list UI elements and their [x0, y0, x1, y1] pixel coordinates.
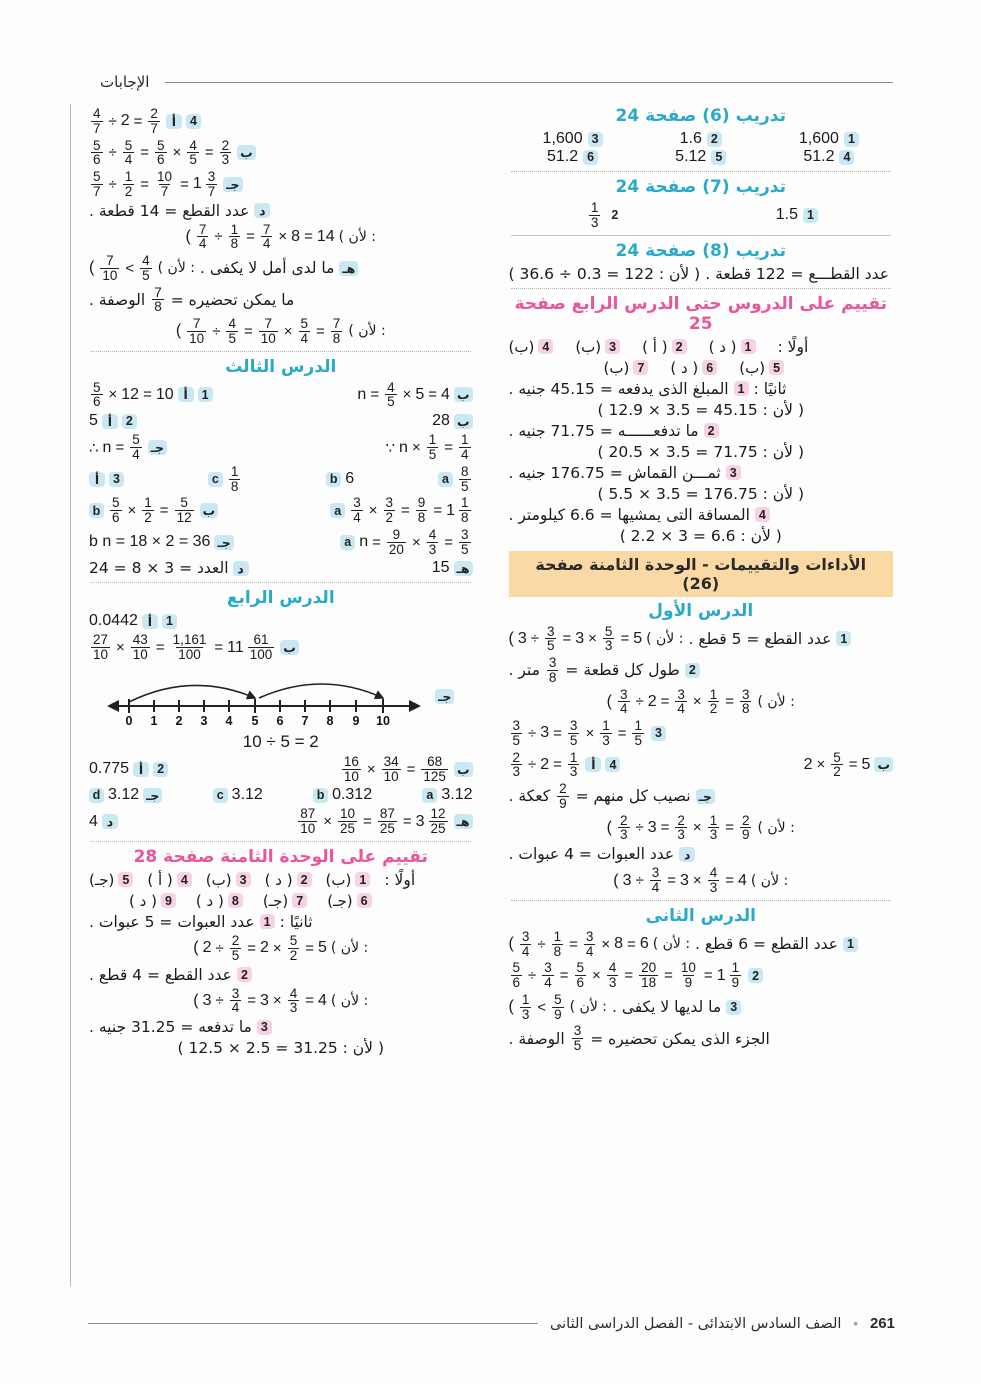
left-column [70, 104, 491, 1286]
lesson1-item-3: 3 $\frac{3}{5}$ ÷ 3 = $\frac{3}{5}$ × $\frac{1}{3}$ = $\frac{1}{5}$ [509, 719, 894, 748]
separator [511, 171, 892, 172]
lesson3-2a [89, 412, 137, 430]
lesson3-item-3: a $\frac{8}{5}$ b 6 c $\frac{1}{8}$ أ 3 [89, 465, 473, 494]
option-value: b n = 18 × 2 = 36 [89, 533, 211, 551]
q-answer: (جـ) [262, 891, 289, 910]
heading-unit8-assessments: الأداءات والتقييمات - الوحدة الثامنة صفحة (26) [509, 551, 894, 597]
q-answer: (ب) [508, 337, 535, 356]
q-number: 2 [672, 339, 687, 354]
sub-label: د [102, 814, 118, 829]
sub-label: أ [166, 114, 182, 129]
sub-label: أ [89, 472, 105, 487]
separator [91, 582, 471, 583]
answer-reason: ( لأن : 71.75 = 3.5 × 20.5 ) [597, 442, 804, 461]
answer-reason: ( لأن : 6.6 = 3 × 2.2 ) [619, 526, 782, 545]
q-number: 3 [605, 339, 620, 354]
option-value: 6 [345, 470, 355, 488]
sub-label: أ [142, 614, 158, 629]
svg-text:5: 5 [251, 713, 259, 728]
sub-label: ب [874, 757, 893, 772]
cont-item-4c: $\frac{5}{7}$ ÷ $\frac{1}{2}$ = $\frac{10}{7}$ = 1 $\frac{3}{7}$ جـ [89, 170, 473, 199]
fraction: $\frac{3}{5}$ [573, 1023, 582, 1054]
answer-text: ما يمكن تحضيره = [170, 290, 295, 309]
sub-label: ب [200, 503, 219, 518]
q-number: 5 [118, 872, 133, 887]
lesson2-item-2: 2 $\frac{5}{6}$ ÷ $\frac{3}{4}$ = $\frac{5}{6}$ × $\frac{4}{3}$ = $\frac{20}{18}$ = $\frac{10}{9}$ = 1 $\frac{1}{9}$ [509, 961, 894, 990]
number-line-diagram [107, 666, 427, 728]
lesson2-item-1 [509, 930, 894, 959]
q-number: 2 [122, 414, 137, 429]
heading-taqyeem-25: تقييم على الدروس حتى الدرس الرابع صفحة 25 [514, 293, 887, 334]
sub-label: د [254, 203, 270, 218]
two-column-body [70, 104, 911, 1286]
sub-label: ب [280, 640, 299, 655]
lesson4-item-1b: $\frac{27}{10}$ × $\frac{43}{10}$ = $\frac{1,161}{100}$ = 11 $\frac{61}{100}$ ب [89, 633, 473, 662]
separator [91, 841, 471, 842]
page-number: 261 [869, 1315, 895, 1332]
reason-expression: ( $\frac{3}{4}$ ÷ $\frac{1}{8}$ = $\frac{3}{4}$ × 8 = 6 : لأن ) [508, 928, 691, 959]
lesson1-4b: 2 × $\frac{5}{2}$ = 5 ب [804, 751, 893, 780]
q-number: 4 [186, 114, 201, 129]
q-number: 3 [651, 726, 666, 741]
q-number: 1 [843, 937, 858, 952]
answer-number: 1 [803, 208, 818, 223]
lesson1-item-1 [509, 625, 894, 654]
option-key: c [213, 788, 228, 803]
answer-text: ما تدفعه = 31.25 جنيه . [89, 1018, 252, 1037]
footer-dot-icon: • [853, 1316, 858, 1331]
answer-text: ما تدفعــــــه = 71.75 جنيه . [508, 421, 699, 440]
q-answer: (ب) [205, 870, 232, 889]
first-label: أولًا : [384, 870, 416, 889]
svg-text:8: 8 [326, 713, 334, 728]
answer-unit: كعكة . [508, 787, 551, 806]
lesson3-item-1 [89, 381, 473, 410]
answer-value: 5 [89, 412, 98, 430]
q-number: 5 [769, 360, 784, 375]
answer-value: 1.6 [679, 130, 702, 147]
answer-text: ما لدى أمل لا يكفى . [200, 259, 335, 278]
taqyeem25-reason-3 [509, 485, 894, 503]
option-key: b [89, 503, 104, 518]
first-label: أولًا : [777, 337, 809, 356]
q-number: 6 [357, 893, 372, 908]
cont-item-4b: $\frac{5}{6}$ ÷ $\frac{5}{4}$ = $\frac{5}{6}$ × $\frac{4}{5}$ = $\frac{2}{3}$ ب [89, 139, 473, 168]
q-number: 4 [177, 872, 192, 887]
footer-rule [88, 1323, 538, 1324]
option-value: 3.12 [108, 786, 140, 804]
lesson3-2b [432, 412, 472, 430]
cont-item-4h: هـ ما لدى أمل لا يكفى . ( $\frac{7}{10}$ < $\frac{4}{5}$ : لأن ) [89, 254, 473, 283]
lesson1-4a: $\frac{2}{3}$ ÷ 2 = $\frac{1}{3}$ أ 4 [509, 751, 621, 780]
answer-value: 15 [431, 559, 450, 577]
q-number: 7 [292, 893, 307, 908]
answer-value: 0.775 [89, 760, 130, 778]
lesson1-reason-d: ( 3 ÷ $\frac{3}{4}$ = 3 × $\frac{4}{3}$ = 4 : لأن ) [613, 865, 789, 896]
option-key: a [438, 472, 453, 487]
q-number: 1 [260, 914, 275, 929]
lesson3-1b: n = $\frac{4}{5}$ × 5 = 4 ب [357, 381, 472, 410]
svg-text:0: 0 [125, 713, 133, 728]
second-label: ثانيًا : [279, 912, 313, 931]
taqyeem25-item-1 [509, 380, 894, 398]
sub-label: أ [133, 762, 149, 777]
q-number: 2 [748, 968, 763, 983]
separator [511, 288, 892, 289]
answer-text: المبلغ الذى يدفعه = 45.15 جنيه . [508, 379, 729, 398]
answer-text: العدد = 3 × 8 = 24 [89, 559, 229, 578]
sub-label: جـ [148, 440, 167, 455]
number-line-row [89, 666, 473, 728]
q-answer: ( د ) [129, 891, 157, 910]
taqyeem28-mcq-row-2 [89, 892, 473, 910]
sub-label: هـ [454, 561, 473, 576]
sub-label: جـ [435, 689, 454, 704]
tadreeb7-row [509, 201, 894, 230]
q-answer: (ب) [603, 358, 630, 377]
heading-lesson-4: الدرس الرابع [226, 588, 335, 609]
option-value: 3.12 [441, 786, 473, 804]
lesson4-item-2: $\frac{16}{10}$ × $\frac{34}{10}$ = $\frac{68}{125}$ ب 0.775 أ 2 [89, 755, 473, 784]
taqyeem25-mcq-row-1 [509, 338, 894, 356]
lesson4-item-2c [89, 786, 473, 804]
answer-value: 1,600 [798, 130, 839, 147]
reason-expression: ( 3 ÷ $\frac{3}{5}$ = 3 × $\frac{5}{3}$ = 5 : لأن ) [508, 623, 684, 654]
fraction: $\frac{1}{3}$ [590, 200, 599, 230]
answer-text: نصيب كل منهم = [575, 787, 691, 806]
taqyeem25-item-4 [509, 506, 894, 524]
lesson3-item-2 [89, 412, 473, 430]
option-key: b [326, 472, 341, 487]
cont-item-4a: $\frac{4}{7}$ ÷ 2 = $\frac{2}{7}$ أ 4 [89, 107, 473, 136]
answer-value: 4 [89, 812, 98, 830]
sub-label: ب [237, 145, 256, 160]
answer-value: 1.5 [775, 206, 798, 224]
sub-label: جـ [223, 177, 242, 192]
option-value: 0.312 [332, 786, 373, 804]
taqyeem28-item-2 [89, 966, 473, 984]
answer-unit: الوصفة . [89, 290, 146, 309]
page-header [0, 62, 981, 102]
answer-value: 0.0442 [89, 612, 138, 630]
lesson3-item-3b: a $\frac{3}{4}$ × $\frac{3}{2}$ = $\frac{9}{8}$ = 1 $\frac{1}{8}$ b $\frac{5}{6}$ × $\frac{1}{2}$ = $\frac{5}{12}$ ب [89, 496, 473, 525]
answer-number: 5 [711, 150, 726, 165]
q-number: 6 [702, 360, 717, 375]
sub-label: أ [178, 387, 194, 402]
q-number: 3 [726, 1000, 741, 1015]
lesson1-item-c [509, 782, 894, 811]
answer-text: ثمـــن القماش = 176.75 جنيه . [508, 463, 721, 482]
answer-text: عدد القطع = 4 قطع . [89, 965, 232, 984]
q-number: 9 [161, 893, 176, 908]
q-number: 8 [228, 893, 243, 908]
q-answer: ( د ) [264, 870, 293, 889]
lesson4-item-1a [89, 612, 473, 630]
q-number: 7 [633, 360, 648, 375]
lesson1-item-2 [509, 656, 894, 685]
taqyeem25-reason-4 [509, 527, 894, 545]
lesson3-item-2c: ∵ n × $\frac{1}{5}$ = $\frac{1}{4}$ ∴ n = $\frac{5}{4}$ جـ [89, 432, 469, 463]
taqyeem28-item-1 [89, 913, 473, 931]
q-answer: ( أ ) [642, 337, 668, 356]
second-label: ثانيًا : [753, 379, 787, 398]
sub-label: أ [102, 414, 118, 429]
sub-label: هـ [454, 814, 473, 829]
lesson3-1a: $\frac{5}{6}$ × 12 = 10 أ 1 [89, 381, 213, 410]
q-answer: ( د ) [708, 337, 737, 356]
separator [91, 351, 471, 352]
page-footer [0, 1315, 981, 1332]
lesson1-reason-c: ( $\frac{2}{3}$ ÷ 3 = $\frac{2}{3}$ × $\frac{1}{3}$ = $\frac{2}{9}$ : لأن ) [606, 812, 795, 843]
answer-text: المسافة التى يمشيها = 6.6 كيلومتر . [508, 505, 750, 524]
answer-reason: ( لأن : 31.25 = 2.5 × 12.5 ) [177, 1039, 384, 1058]
cont-reason-4d: ( $\frac{7}{4}$ ÷ $\frac{1}{8}$ = $\frac{7}{4}$ × 8 = 14 : لأن ) [185, 221, 376, 252]
number-line-caption [89, 732, 473, 752]
lesson4-item-2d: $\frac{87}{10}$ × $\frac{10}{25}$ = $\frac{87}{25}$ = 3 $\frac{12}{25}$ هـ 4 د [89, 807, 473, 836]
footer-text: الصف السادس الابتدائى - الفصل الدراسى الثانى [550, 1315, 842, 1332]
taqyeem28-item-3 [89, 1018, 473, 1036]
heading-lesson-1: الدرس الأول [648, 600, 754, 621]
lesson3-item-3c: a n = $\frac{9}{20}$ × $\frac{4}{3}$ = $\frac{3}{5}$ b n = 18 × 2 = 36 جـ [89, 526, 469, 557]
q-answer: (جـ) [327, 891, 353, 910]
answer-number: 2 [611, 208, 619, 223]
heading-tadreeb-7: تدريب (7) صفحة 24 [615, 177, 786, 197]
sub-label: أ [585, 757, 601, 772]
q-number: 1 [836, 631, 851, 646]
option-key: c [208, 472, 223, 487]
answer-value: 51.2 [803, 148, 835, 165]
svg-text:4: 4 [225, 713, 233, 728]
option-key: d [89, 788, 104, 803]
answer-value: 51.2 [547, 148, 579, 165]
header-rule [165, 82, 893, 83]
taqyeem25-reason-1 [509, 401, 894, 419]
q-number: 2 [704, 423, 719, 438]
q-number: 1 [734, 381, 749, 396]
q-number: 2 [153, 762, 168, 777]
answer-reason: ( لأن : 45.15 = 3.5 × 12.9 ) [597, 400, 804, 419]
tadreeb6-row-1 [509, 130, 894, 148]
q-number: 3 [236, 872, 251, 887]
sub-label: ب [454, 387, 473, 402]
heading-lesson-2: الدرس الثانى [645, 905, 756, 926]
q-number: 3 [109, 472, 124, 487]
svg-text:3: 3 [200, 713, 208, 728]
answer-text: الجزء الذى يمكن تحضيره = [590, 1029, 770, 1048]
cont-item-4d [89, 202, 473, 220]
answer-text: عدد القطع = 14 قطعة . [89, 201, 250, 220]
q-number: 4 [605, 757, 620, 772]
sub-label: د [679, 847, 695, 862]
taqyeem25-mcq-row-2 [509, 359, 894, 377]
q-answer: ( د ) [195, 891, 224, 910]
sub-label: جـ [143, 788, 162, 803]
separator [511, 235, 892, 236]
answer-text: عدد القطع = 5 قطع . [688, 629, 832, 648]
answer-number: 6 [583, 150, 598, 165]
lesson3-item-3d [89, 559, 473, 577]
taqyeem25-item-2 [509, 422, 894, 440]
cont-reason-4h: ( $\frac{7}{10}$ ÷ $\frac{4}{5}$ = $\frac{7}{10}$ × $\frac{5}{4}$ = $\frac{7}{8}$ : لأن ) [175, 316, 386, 346]
option-key: a [340, 535, 355, 550]
q-number: 2 [237, 967, 252, 982]
heading-tadreeb-8: تدريب (8) صفحة 24 [615, 240, 786, 261]
answer-value: 5.12 [675, 148, 707, 165]
taqyeem28-reason-1: ( 2 ÷ $\frac{2}{5}$ = 2 × $\frac{5}{2}$ = 5 : لأن ) [193, 932, 369, 963]
sub-label: د [233, 561, 249, 576]
q-answer: (ب) [739, 358, 766, 377]
option-key: a [330, 503, 345, 518]
q-answer: ( د ) [670, 358, 699, 377]
answer-text: ما لديها لا يكفى . [611, 998, 722, 1017]
lesson2-item-3-tail [509, 1024, 894, 1053]
answer-text: عدد القطـــع = 122 قطعة . [705, 264, 890, 283]
q-answer: (جـ) [89, 870, 115, 889]
option-value: 3.12 [231, 786, 263, 804]
answer-reason: ( لأن : 122 = 0.3 ÷ 36.6 ) [508, 264, 701, 283]
answer-text: عدد العبوات = 4 عبوات . [508, 845, 675, 864]
caption-text: 10 ÷ 5 = 2 [242, 731, 319, 751]
option-key: a [422, 788, 437, 803]
q-number: 4 [538, 339, 553, 354]
q-number: 3 [726, 465, 741, 480]
sub-label: ب [454, 414, 473, 429]
q-answer: (ب) [325, 870, 352, 889]
option-key: b [313, 788, 328, 803]
taqyeem28-reason-3 [89, 1039, 473, 1057]
page-header-title: الإجابات [100, 73, 150, 91]
fraction: $\frac{3}{8}$ [548, 655, 557, 685]
heading-taqyeem-28: تقييم على الوحدة الثامنة صفحة 28 [133, 846, 428, 867]
lesson1-reason-2: ( $\frac{3}{4}$ ÷ 2 = $\frac{3}{4}$ × $\frac{1}{2}$ = $\frac{3}{8}$ : لأن ) [606, 686, 795, 717]
answer-value: 1,600 [542, 130, 583, 147]
tadreeb6-row-2 [509, 148, 894, 166]
fraction: $\frac{7}{8}$ [154, 284, 162, 315]
q-number: 1 [198, 387, 213, 402]
q-number: 1 [162, 614, 177, 629]
sub-label: جـ [214, 535, 233, 550]
fraction: $\frac{2}{9}$ [559, 781, 567, 811]
answer-unit: الوصفة . [508, 1029, 565, 1048]
answer-text: عدد القطع = 6 قطع . [695, 935, 838, 954]
tadreeb8-answer [509, 265, 894, 283]
svg-text:10: 10 [376, 713, 391, 728]
answer-text: طول كل قطعة = [565, 661, 680, 680]
answer-unit: متر . [508, 661, 540, 680]
answer-reason: ( لأن : 176.75 = 3.5 × 5.5 ) [597, 484, 805, 503]
taqyeem25-item-3 [509, 464, 894, 482]
lesson1-item-d [509, 845, 894, 863]
q-number: 2 [297, 872, 312, 887]
q-number: 1 [355, 872, 370, 887]
taqyeem25-reason-2 [509, 443, 894, 461]
lesson2-item-3: 3 ما لديها لا يكفى . ( $\frac{1}{3}$ < $\frac{5}{9}$ : لأن ) [509, 993, 894, 1022]
separator [511, 900, 892, 901]
answer-value: 28 [432, 412, 450, 430]
taqyeem28-mcq-row-1 [89, 871, 473, 889]
answer-number: 2 [707, 132, 722, 147]
svg-text:6: 6 [276, 713, 284, 728]
right-column [491, 104, 912, 1286]
svg-text:1: 1 [150, 713, 158, 728]
taqyeem28-reason-2: ( 3 ÷ $\frac{3}{4}$ = 3 × $\frac{4}{3}$ = 4 : لأن ) [193, 985, 369, 1016]
sub-label: جـ [696, 789, 715, 804]
q-answer: ( أ ) [147, 870, 173, 889]
svg-text:7: 7 [301, 713, 309, 728]
answer-number: 4 [839, 150, 854, 165]
heading-tadreeb-6: تدريب (6) صفحة 24 [615, 106, 786, 126]
cont-item-4h-tail [89, 286, 473, 315]
answer-number: 3 [588, 132, 603, 147]
svg-text:9: 9 [352, 713, 360, 728]
sub-label: ب [454, 762, 473, 777]
heading-lesson-3: الدرس الثالث [225, 356, 337, 377]
answer-text: عدد العبوات = 5 عبوات . [89, 912, 255, 931]
answer-number: 1 [844, 132, 859, 147]
sub-label: هـ [339, 261, 358, 276]
q-number: 1 [741, 339, 756, 354]
q-answer: (ب) [575, 337, 602, 356]
q-number: 4 [755, 507, 770, 522]
q-number: 2 [685, 663, 700, 678]
svg-text:2: 2 [175, 713, 183, 728]
q-number: 3 [257, 1020, 272, 1035]
lesson1-item-4 [509, 751, 894, 780]
